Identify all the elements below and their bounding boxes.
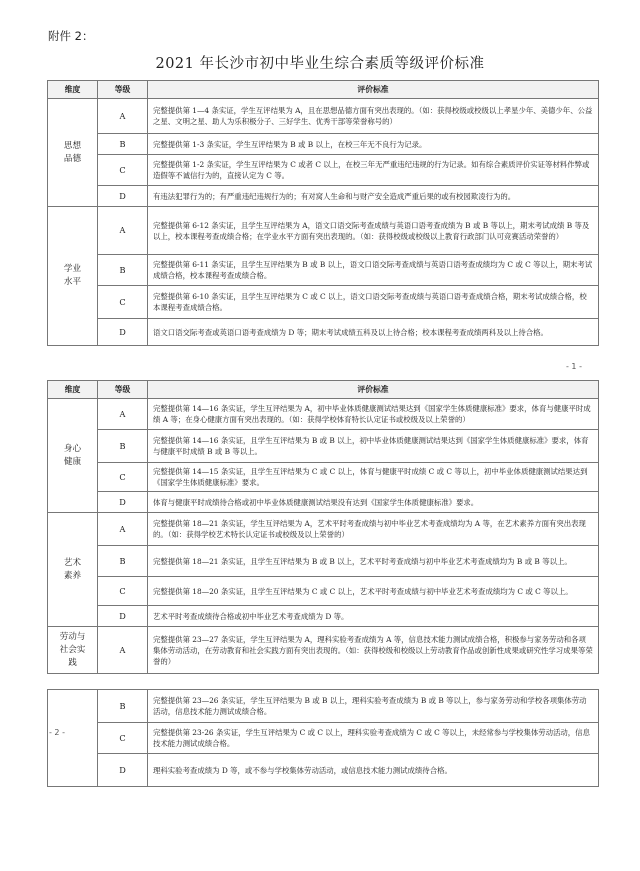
table-row <box>48 627 599 674</box>
grade-cell: B <box>98 690 148 723</box>
table-row <box>48 546 599 577</box>
grade-cell: A <box>98 207 148 255</box>
attachment-label: 附件 2： <box>48 29 94 43</box>
table-row <box>48 513 599 546</box>
grade-cell: B <box>98 546 148 577</box>
grade-cell: A <box>98 513 148 546</box>
grade-cell: D <box>98 319 148 346</box>
criteria-cell: 完整提供第 6-11 条实证，且学生互评结果为 B 或 B 以上，语文口语交际考查成绩与英语口语考查成绩均为 C 或 C 等以上，期末考试成绩合格，校本课程考查成绩合格。 <box>148 255 599 286</box>
criteria-cell: 体育与健康平时成绩待合格或初中毕业体质健康测试结果没有达到《国家学生体质健康标准》要求。 <box>148 492 599 513</box>
criteria-cell: 完整提供第 18—21 条实证，且学生互评结果为 B 或 B 以上，艺术平时考查成绩与初中毕业艺术考查成绩均为 B 或 B 等以上。 <box>148 546 599 577</box>
table-row <box>48 207 599 255</box>
criteria-cell: 完整提供第 18—21 条实证，学生互评结果为 A，艺术平时考查成绩与初中毕业艺术考查成绩均为 A 等，在艺术素养方面有突出表现的。（如：获得学校艺术特长认定证书或校级及以上荣誉的） <box>148 513 599 546</box>
criteria-cell: 完整提供第 18—20 条实证，且学生互评结果为 C 或 C 以上，艺术平时考查成绩与初中毕业艺术考查成绩均为 C 或 C 等以上。 <box>148 577 599 606</box>
header-grade: 等级 <box>98 81 148 99</box>
criteria-cell: 完整提供第 1-3 条实证，学生互评结果为 B 或 B 以上，在校三年无不良行为记录。 <box>148 134 599 155</box>
criteria-cell: 完整提供第 23—26 条实证，学生互评结果为 B 或 B 以上，理科实验考查成绩为 B 或 B 等以上，参与家务劳动和学校各项集体劳动活动，信息技术能力测试成绩合格。 <box>148 690 599 723</box>
criteria-cell: 理科实验考查成绩为 D 等，或不参与学校集体劳动活动，或信息技术能力测试成绩待合格。 <box>148 754 599 787</box>
grade-cell: C <box>98 577 148 606</box>
table-row <box>48 754 599 787</box>
table-row <box>48 577 599 606</box>
table-row <box>48 255 599 286</box>
criteria-cell: 艺术平时考查成绩待合格或初中毕业艺术考查成绩为 D 等。 <box>148 606 599 627</box>
dimension-cell: 艺术 素养 <box>48 513 98 627</box>
table-row <box>48 606 599 627</box>
criteria-cell: 完整提供第 1-2 条实证，学生互评结果为 C 或者 C 以上，在校三年无严重违纪违规的行为记录。如有综合素质评价实证等材料作弊或造假等不诚信行为的，直接认定为 C 等。 <box>148 155 599 186</box>
criteria-cell: 完整提供第 23-26 条实证，学生互评结果为 C 或 C 以上，理科实验考查成绩为 C 或 C 等以上，未经常参与学校集体劳动活动，信息技术能力测试成绩合格。 <box>148 723 599 754</box>
header-dimension: 维度 <box>48 381 98 399</box>
criteria-cell: 完整提供第 14—15 条实证，且学生互评结果为 C 或 C 以上，体育与健康平时成绩 C 或 C 等以上，初中毕业体质健康测试结果达到《国家学生体质健康标准》要求。 <box>148 463 599 492</box>
grade-cell: D <box>98 606 148 627</box>
criteria-cell: 完整提供第 23—27 条实证，学生互评结果为 A，理科实验考查成绩为 A 等，信息技术能力测试成绩合格，积极参与家务劳动和各项集体劳动活动，在劳动教育和社会实践方面有突出表现的。（如：获得校级和校级以上劳动教育作品或创新性成果或研究性学习成果等荣誉的） <box>148 627 599 674</box>
grade-cell: C <box>98 155 148 186</box>
grade-cell: D <box>98 186 148 207</box>
header-grade: 等级 <box>98 381 148 399</box>
table-row <box>48 690 599 723</box>
page-number-2: - 2 - <box>49 728 65 737</box>
grade-cell: D <box>98 492 148 513</box>
grade-cell: C <box>98 463 148 492</box>
dimension-cell: 思想 品德 <box>48 99 98 207</box>
dimension-cell: 劳动与 社会实 践 <box>48 627 98 674</box>
grade-cell: B <box>98 134 148 155</box>
criteria-cell: 完整提供第 14—16 条实证，且学生互评结果为 B 或 B 以上，初中毕业体质健康测试结果达到《国家学生体质健康标准》要求，体育与健康平时成绩 B 或 B 等以上。 <box>148 430 599 463</box>
document-title: 2021 年长沙市初中毕业生综合素质等级评价标准 <box>155 56 485 72</box>
header-criteria: 评价标准 <box>148 81 599 99</box>
page-number-1: - 1 - <box>566 362 582 371</box>
criteria-cell: 完整提供第 6-12 条实证，且学生互评结果为 A，语文口语交际考查成绩与英语口语考查成绩为 B 或 B 等以上，期末考试成绩 B 等及以上，校本课程考查成绩合格；在学业水平方面有突出表现的。（如：获得校级或校级以上教育行政部门认可竞赛活动荣誉的） <box>148 207 599 255</box>
dimension-cell: 身心 健康 <box>48 399 98 513</box>
dimension-cell <box>48 690 98 787</box>
table-row <box>48 186 599 207</box>
grade-cell: A <box>98 99 148 134</box>
grade-cell: C <box>98 723 148 754</box>
criteria-table-part2 <box>47 380 599 787</box>
table-row <box>48 134 599 155</box>
grade-cell: B <box>98 255 148 286</box>
table-row <box>48 319 599 346</box>
table-row <box>48 286 599 319</box>
table-row <box>48 399 599 430</box>
grade-cell: A <box>98 627 148 674</box>
criteria-cell: 有违法犯罪行为的；有严重违纪违规行为的；有对窝人生命和与财产安全造成严重后果的或有校园欺凌行为的。 <box>148 186 599 207</box>
dimension-cell: 学业 水平 <box>48 207 98 346</box>
header-dimension: 维度 <box>48 81 98 99</box>
criteria-cell: 完整提供第 14—16 条实证，学生互评结果为 A，初中毕业体质健康测试结果达到《国家学生体质健康标准》要求，体育与健康平时成绩 A 等；在身心健康方面有突出表现的。（如：获得学校体育特长认定证书或校级及以上荣誉的） <box>148 399 599 430</box>
table-row <box>48 463 599 492</box>
table-row <box>48 723 599 754</box>
criteria-cell: 语文口语交际考查或英语口语考查成绩为 D 等；期末考试成绩五科及以上待合格；校本课程考查成绩两科及以上待合格。 <box>148 319 599 346</box>
table-row <box>48 430 599 463</box>
table-row <box>48 492 599 513</box>
grade-cell: A <box>98 399 148 430</box>
grade-cell: B <box>98 430 148 463</box>
header-criteria: 评价标准 <box>148 381 599 399</box>
table-row <box>48 99 599 134</box>
criteria-table-part1 <box>47 80 599 346</box>
grade-cell: C <box>98 286 148 319</box>
grade-cell: D <box>98 754 148 787</box>
criteria-cell: 完整提供第 1—4 条实证，学生互评结果为 A，且在思想品德方面有突出表现的。（如：获得校级或校级以上孝星少年、美德少年、公益之星、文明之星、助人为乐积极分子、三好学生、优秀干部等荣誉称号的） <box>148 99 599 134</box>
table-row <box>48 155 599 186</box>
criteria-cell: 完整提供第 6-10 条实证，且学生互评结果为 C 或 C 以上，语文口语交际考查成绩与英语口语考查成绩合格，期末考试成绩合格，校本课程考查成绩合格。 <box>148 286 599 319</box>
